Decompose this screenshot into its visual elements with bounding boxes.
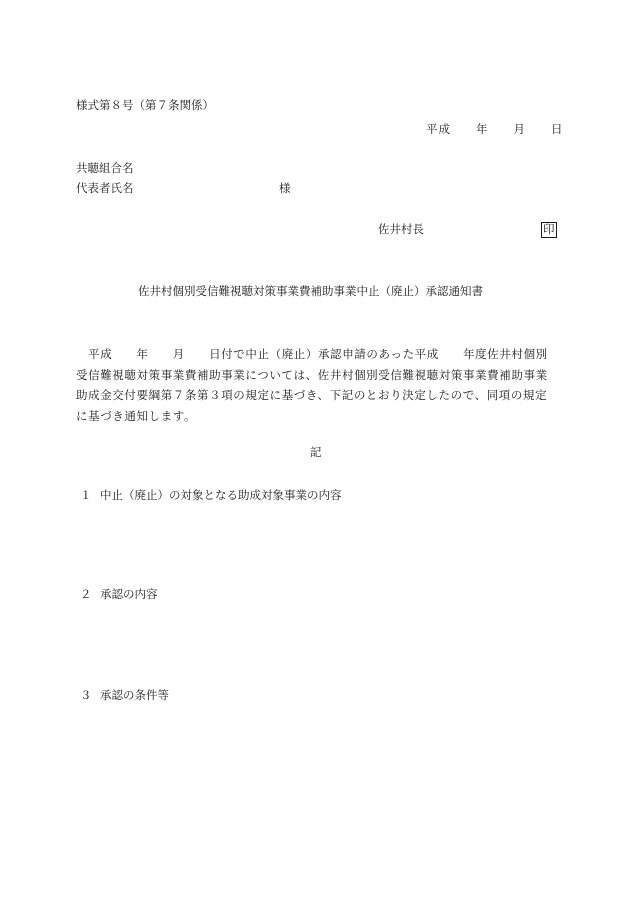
form-number: 様式第８号（第７条関係） xyxy=(76,98,214,112)
recipient-honorific: 様 xyxy=(279,181,291,195)
sender-title: 佐井村長 xyxy=(378,222,424,236)
seal-mark xyxy=(541,222,557,238)
item-1-number: １ xyxy=(80,488,92,502)
recipient-org-label: 共聴組合名 xyxy=(76,161,134,175)
item-3-number: ３ xyxy=(80,688,92,702)
ki-heading: 記 xyxy=(310,445,322,459)
document-title: 佐井村個別受信難視聴対策事業費補助事業中止（廃止）承認通知書 xyxy=(138,284,483,298)
recipient-rep-label: 代表者氏名 xyxy=(76,181,134,195)
date-line: 平成 年 月 日 xyxy=(426,122,564,136)
item-3-label: 承認の条件等 xyxy=(100,688,169,702)
item-1-label: 中止（廃止）の対象となる助成対象事業の内容 xyxy=(100,488,342,502)
body-paragraph: 平成 年 月 日付で中止（廃止）承認申請のあった平成 年度佐井村個別受信難視聴対策事業費補助事業については、佐井村個別受信難視聴対策事業費補助事業助成金交付要綱第７条第３項の規定に基づき、下記のとおり決定したので、同項の規定に基づき通知します。 xyxy=(76,347,548,423)
item-2-number: ２ xyxy=(80,587,92,601)
item-2-label: 承認の内容 xyxy=(100,587,158,601)
seal-icon: 印 xyxy=(543,222,555,236)
